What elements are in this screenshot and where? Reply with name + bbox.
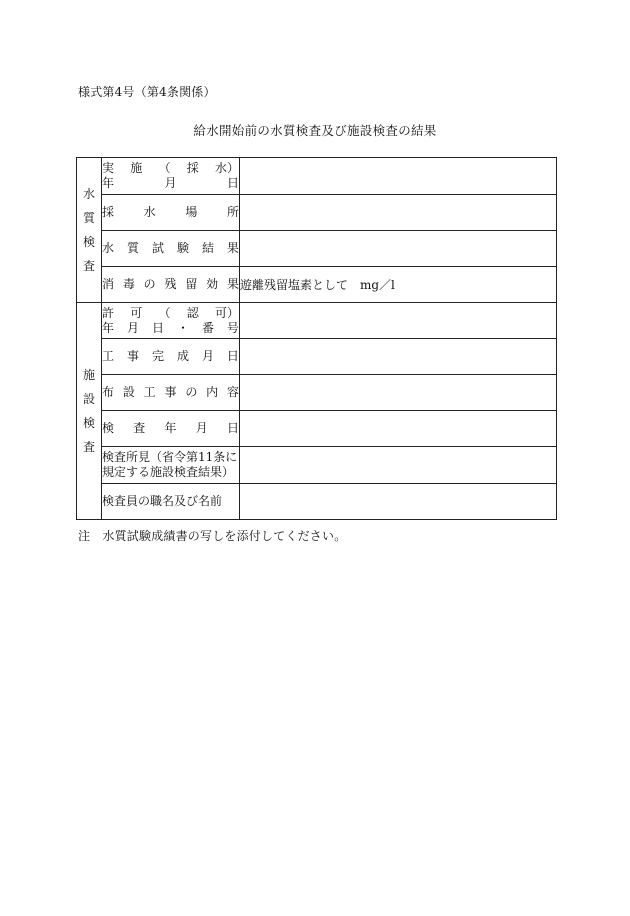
label-token: 完 <box>151 349 164 363</box>
label-token: 工 <box>143 385 156 399</box>
table-row <box>77 411 557 447</box>
value-residual-chlorine[interactable]: 遊離残留塩素として mg／l <box>240 267 557 303</box>
footnote: 注 水質試験成績書の写しを添付してください。 <box>78 529 347 543</box>
label-token: 採 <box>102 205 115 219</box>
label-token: 番 <box>201 320 214 335</box>
section-label-char: 設 <box>82 392 95 406</box>
label-token: 実 <box>102 161 115 175</box>
row-label-water-test-result <box>102 231 240 267</box>
table-row <box>77 231 557 267</box>
label-token: 年 <box>164 421 177 435</box>
value-work-content[interactable] <box>240 375 557 411</box>
table-row <box>77 375 557 411</box>
row-label-permit-date-number <box>102 303 240 339</box>
label-line <box>102 241 239 256</box>
label-token: 月 <box>126 320 139 335</box>
label-token: （ <box>158 161 171 175</box>
label-token: 結 <box>201 241 214 255</box>
form-number: 様式第4号（第4条関係） <box>78 85 216 99</box>
label-token: 月 <box>164 176 177 190</box>
document-title: 給水開始前の水質検査及び施設検査の結果 <box>193 123 437 138</box>
label-line <box>102 421 239 436</box>
label-token: 果 <box>226 277 239 291</box>
section-label-char: 検 <box>82 416 95 430</box>
label-token: 消 <box>102 277 115 291</box>
label-token: 検 <box>102 421 115 435</box>
row-label-inspection-date <box>102 411 240 447</box>
value-inspection-findings[interactable] <box>240 447 557 484</box>
label-token: の <box>185 385 198 399</box>
row-label-residual-disinfection <box>102 267 240 303</box>
table-row <box>77 158 557 195</box>
section-label-char: 査 <box>82 259 95 273</box>
label-token: 可） <box>214 305 239 320</box>
section-label-char: 査 <box>82 440 95 454</box>
value-water-test-result[interactable] <box>240 231 557 267</box>
row-label-sampling-location <box>102 195 240 231</box>
label-token: 試 <box>151 241 164 255</box>
inspection-results-table <box>76 157 557 520</box>
value-inspector-title-name[interactable] <box>240 484 557 520</box>
section-label-char: 施 <box>82 368 95 382</box>
row-label-completion-date <box>102 339 240 375</box>
label-token: 布 <box>102 385 115 399</box>
label-token: 効 <box>206 277 219 291</box>
label-token: 留 <box>185 277 198 291</box>
row-label-inspection-findings <box>102 447 240 484</box>
label-token: 査 <box>133 421 146 435</box>
label-token: 月 <box>195 421 208 435</box>
label-token: 内 <box>206 385 219 399</box>
label-line: 規定する施設検査結果） <box>102 465 235 479</box>
label-token: 許 <box>102 305 115 320</box>
label-line <box>102 385 239 400</box>
table-row <box>77 195 557 231</box>
label-token: 水 <box>143 205 156 219</box>
table-row <box>77 303 557 339</box>
table-row <box>77 267 557 303</box>
label-line <box>102 277 239 292</box>
label-token: （ <box>158 305 171 320</box>
table-row <box>77 339 557 375</box>
facility-section-label <box>77 303 102 520</box>
label-token: 毒 <box>122 277 135 291</box>
label-token: 容 <box>226 385 239 399</box>
row-label-inspector-title-name <box>102 484 240 520</box>
label-line <box>102 306 239 321</box>
value-inspection-date[interactable] <box>240 411 557 447</box>
label-token: 水 <box>102 241 115 255</box>
value-sampling-date[interactable] <box>240 158 557 195</box>
label-token: 場 <box>185 205 198 219</box>
label-token: ・ <box>176 320 189 335</box>
label-token: 設 <box>122 385 135 399</box>
label-token: 日 <box>226 349 239 363</box>
value-permit-date-number[interactable] <box>240 303 557 339</box>
label-line <box>102 161 239 176</box>
label-token: 号 <box>226 320 239 335</box>
label-token: 可 <box>130 305 143 320</box>
water-quality-section-label <box>77 158 102 303</box>
label-line <box>102 349 239 364</box>
table-row <box>77 447 557 484</box>
label-token: 水） <box>214 161 239 175</box>
label-token: の <box>143 277 156 291</box>
row-label-sampling-date <box>102 158 240 195</box>
label-token: 月 <box>201 349 214 363</box>
section-label-char: 水 <box>82 187 95 201</box>
row-label-work-content <box>102 375 240 411</box>
label-token: 日 <box>226 421 239 435</box>
label-token: 事 <box>164 385 177 399</box>
label-token: 事 <box>126 349 139 363</box>
label-line: 検査員の職名及び名前 <box>102 494 223 508</box>
label-token: 採 <box>186 161 199 175</box>
label-token: 成 <box>176 349 189 363</box>
label-token: 日 <box>151 320 164 335</box>
label-line <box>102 321 239 336</box>
section-label-char: 検 <box>82 235 95 249</box>
label-token: 年 <box>102 320 115 335</box>
label-token: 質 <box>126 241 139 255</box>
label-token: 所 <box>226 205 239 219</box>
label-token: 施 <box>130 161 143 175</box>
label-line: 検査所見（省令第11条に <box>102 450 238 464</box>
value-completion-date[interactable] <box>240 339 557 375</box>
section-label-char: 質 <box>82 211 95 225</box>
label-line <box>102 205 239 220</box>
label-token: 果 <box>226 241 239 255</box>
label-token: 年 <box>102 176 115 190</box>
value-sampling-location[interactable] <box>240 195 557 231</box>
label-token: 認 <box>186 305 199 320</box>
label-line <box>102 176 239 191</box>
label-token: 日 <box>226 176 239 190</box>
label-token: 工 <box>102 349 115 363</box>
label-token: 験 <box>176 241 189 255</box>
label-token: 残 <box>164 277 177 291</box>
table-row <box>77 484 557 520</box>
